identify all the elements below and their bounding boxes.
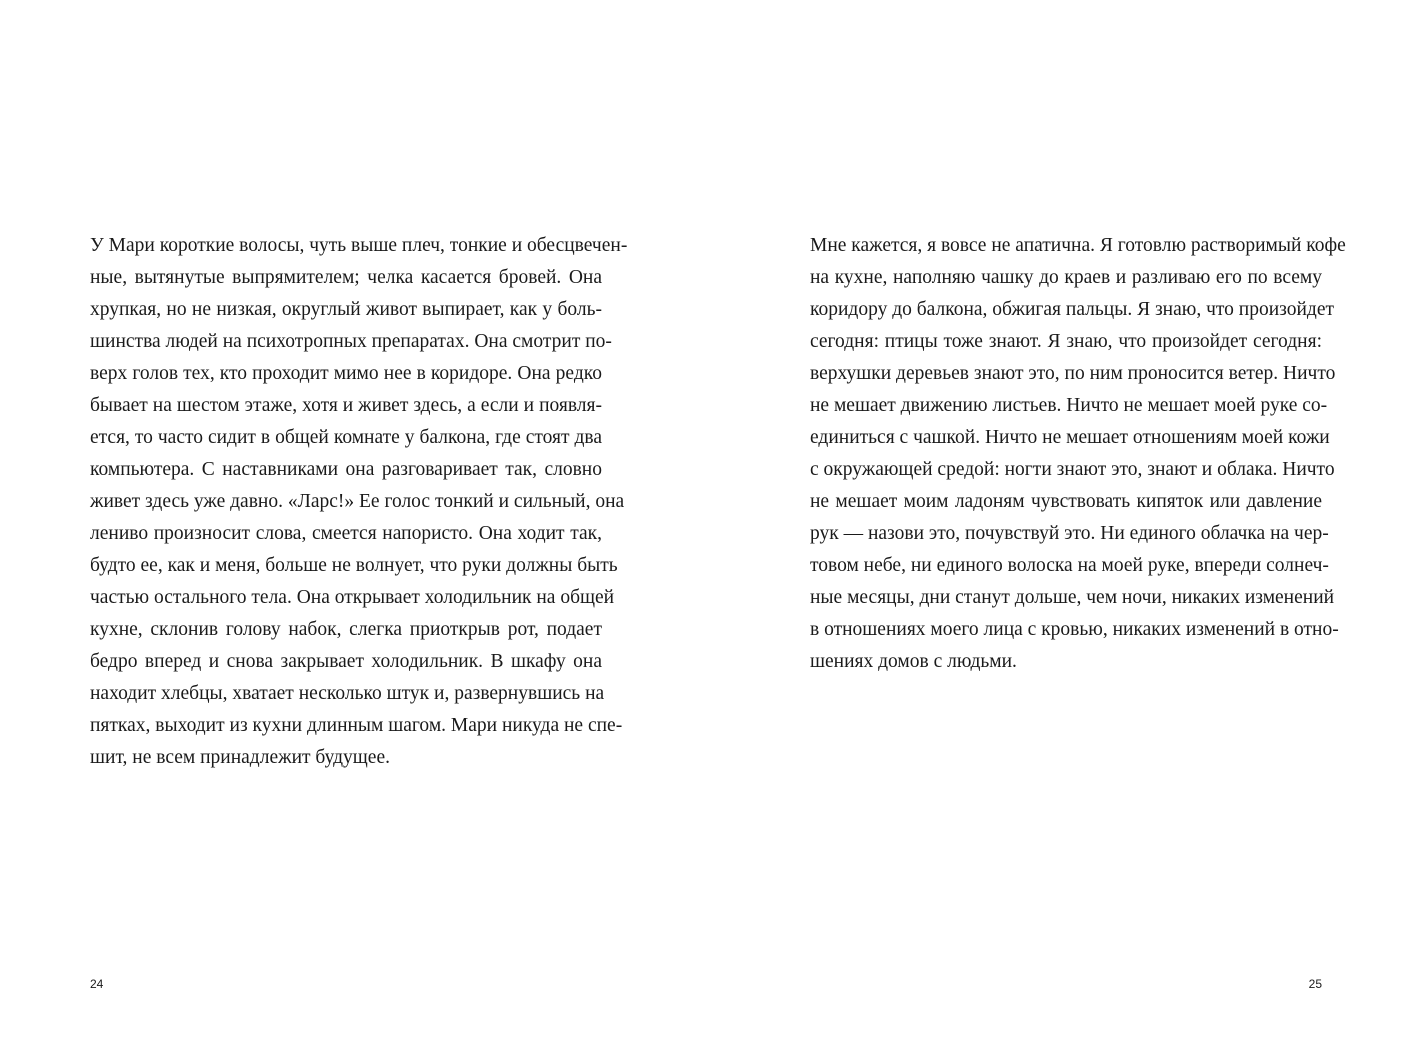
page-number: 24	[90, 977, 104, 991]
text-line: коридору до балкона, обжигая пальцы. Я знаю, что произойдет	[810, 299, 1335, 320]
text-line: компьютера. С наставниками она разговаривает так, словно	[90, 459, 602, 480]
text-line: ные месяцы, дни станут дольше, чем ночи, никаких изменений	[810, 587, 1335, 608]
text-line: будто ее, как и меня, больше не волнует, что руки должны быть	[90, 555, 618, 576]
text-line: рук — назови это, почувствуй это. Ни единого облачка на чер-	[810, 523, 1329, 544]
text-line: не мешает моим ладоням чувствовать кипяток или давление	[810, 491, 1322, 512]
page-number: 25	[1308, 977, 1322, 991]
right-page-text	[810, 230, 1346, 678]
text-line: в отношениях моего лица с кровью, никаких изменений в отно-	[810, 619, 1339, 640]
text-line: У Мари короткие волосы, чуть выше плеч, тонкие и обесцвечен-	[90, 235, 628, 256]
text-line: живет здесь уже давно. «Ларс!» Ее голос тонкий и сильный, она	[90, 491, 625, 512]
text-line: с окружающей средой: ногти знают это, знают и облака. Ничто	[810, 459, 1335, 480]
text-line: находит хлебцы, хватает несколько штук и, развернувшись на	[90, 683, 605, 704]
text-line: ется, то часто сидит в общей комнате у балкона, где стоят два	[90, 427, 602, 448]
left-page-text	[90, 230, 628, 774]
text-line: товом небе, ни единого волоска на моей руке, впереди солнеч-	[810, 555, 1329, 576]
text-line: пятках, выходит из кухни длинным шагом. Мари никуда не спе-	[90, 715, 623, 736]
text-line: шинства людей на психотропных препаратах. Она смотрит по-	[90, 331, 612, 352]
text-line: бывает на шестом этаже, хотя и живет здесь, а если и появля-	[90, 395, 602, 416]
text-line: ные, вытянутые выпрямителем; челка касается бровей. Она	[90, 267, 602, 288]
text-line: на кухне, наполняю чашку до краев и разливаю его по всему	[810, 267, 1322, 288]
text-line: бедро вперед и снова закрывает холодильник. В шкафу она	[90, 651, 602, 672]
text-line: Мне кажется, я вовсе не апатична. Я готовлю растворимый кофе	[810, 235, 1346, 256]
text-line: верх голов тех, кто проходит мимо нее в коридоре. Она редко	[90, 363, 602, 384]
text-line: верхушки деревьев знают это, по ним проносится ветер. Ничто	[810, 363, 1336, 384]
text-line: единиться с чашкой. Ничто не мешает отношениям моей кожи	[810, 427, 1330, 448]
text-line: шит, не всем принадлежит будущее.	[90, 747, 390, 768]
text-line: хрупкая, но не низкая, округлый живот выпирает, как у боль-	[90, 299, 602, 320]
right-page	[705, 0, 1410, 1050]
text-line: частью остального тела. Она открывает холодильник на общей	[90, 587, 615, 608]
text-line: сегодня: птицы тоже знают. Я знаю, что произойдет сегодня:	[810, 331, 1322, 352]
text-line: кухне, склонив голову набок, слегка приоткрыв рот, подает	[90, 619, 602, 640]
text-line: лениво произносит слова, смеется напористо. Она ходит так,	[90, 523, 602, 544]
text-line: не мешает движению листьев. Ничто не мешает моей руке со-	[810, 395, 1328, 416]
text-line: шениях домов с людьми.	[810, 651, 1017, 672]
